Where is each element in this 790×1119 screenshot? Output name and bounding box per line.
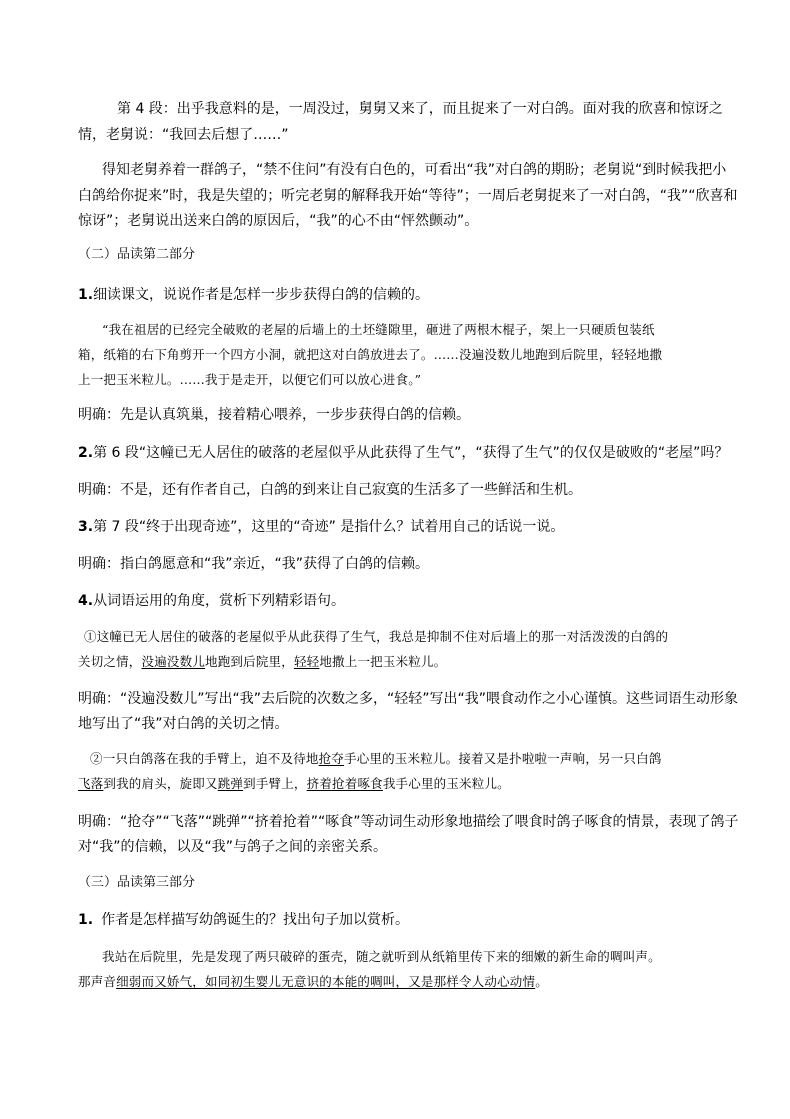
example-2-line-1: [90, 750, 662, 768]
question-number: 1.: [78, 912, 94, 928]
question-text: 第 7 段“终于出现奇迹”，这里的“奇迹” 是指什么？试着用自己的话说一说。: [93, 519, 565, 535]
example-text: 我手心里的玉米粒儿。: [382, 776, 510, 791]
answer-3: 明确：指白鸽愿意和“我”亲近，“我”获得了白鸽的信赖。: [78, 556, 430, 572]
quote-text: 。: [535, 974, 548, 989]
answer-2: 明确：不是，还有作者自己，白鸽的到来让自己寂寞的生活多了一些鲜活和生机。: [78, 482, 582, 498]
question-number: 3.: [78, 519, 94, 535]
example-text: 到我的肩头，旋即又: [103, 776, 218, 791]
section3-heading: （三）品读第三部分: [78, 875, 196, 890]
question-1: [78, 285, 429, 305]
question-text: 作者是怎样描写幼鸽诞生的？找出句子加以赏析。: [101, 912, 410, 928]
section3-quote-line-2: [78, 973, 548, 991]
question-text: 从词语运用的角度，赏析下列精彩语句。: [93, 593, 346, 609]
question-2: [78, 443, 728, 463]
underlined-phrase: 没遍没数儿: [141, 654, 206, 669]
question-number: 1.: [78, 287, 94, 303]
question-number: 2.: [78, 445, 94, 461]
example-2-line-2: [78, 775, 510, 793]
answer-1: 明确：先是认真筑巢，接着精心喂养，一步步获得白鸽的信赖。: [78, 407, 470, 423]
question-text: 细读课文，说说作者是怎样一步步获得白鸽的信赖的。: [93, 287, 430, 303]
example-text: 地撒上一把玉米粒儿。: [319, 654, 447, 669]
question-3: [78, 517, 564, 537]
question-text: 第 6 段“这幢已无人居住的破落的老屋似乎从此获得了生气”，“获得了生气”的仅仅是破败的“老屋”吗？: [93, 445, 729, 461]
example-1-line-1: ①这幢已无人居住的破落的老屋似乎从此获得了生气，我总是抑制不住对后墙上的那一对活泼泼的白鸽的: [84, 629, 669, 644]
underlined-phrase: 抢夺: [318, 751, 345, 766]
example-text: 关切之情，: [78, 654, 142, 669]
answer-4a-line-2: 地写出了“我”对白鸽的关切之情。: [78, 716, 289, 732]
underlined-phrase: 跳弹: [217, 776, 244, 791]
section3-question-1: [78, 910, 409, 930]
quote-1-line-2: 箱，纸箱的右下角剪开一个四方小洞，就把这对白鸽放进去了。……没遍没数儿地跑到后院里，轻轻地撒: [78, 347, 663, 362]
para4-line-1: 第 4 段：出乎我意料的是，一周没过，舅舅又来了，而且捉来了一对白鸽。面对我的欣喜和惊讶之: [117, 101, 723, 117]
example-text: ②一只白鸽落在我的手臂上，迫不及待地: [90, 751, 319, 766]
para4-line-2: 情，老舅说：“我回去后想了……”: [78, 127, 289, 143]
example-text: 手心里的玉米粒儿。接着又是扑啦啦一声响，另一只白鸽: [344, 751, 662, 766]
example-1-line-2: [78, 653, 446, 671]
analysis-line-3: 惊讶”；老舅说出送来白鸽的原因后，“我”的心不由“怦然颤动”。: [78, 213, 479, 229]
underlined-phrase: 细弱而又娇气，如同初生婴儿无意识的本能的啁叫，又是那样令人动心动情: [116, 974, 536, 989]
question-4: [78, 591, 345, 611]
example-text: 地跑到后院里，: [205, 654, 294, 669]
quote-1-line-1: “我在祖居的已经完全破败的老屋的后墙上的土坯缝隙里，砸进了两根木棍子，架上一只硬质包装纸: [102, 322, 655, 337]
quote-1-line-3: 上一把玉米粒儿。……我于是走开，以便它们可以放心进食。”: [78, 372, 422, 387]
analysis-line-1: 得知老舅养着一群鸽子，“禁不住问”有没有白色的，可看出“我”对白鸽的期盼；老舅说“到时候我把小: [102, 162, 727, 178]
answer-4a-line-1: 明确：“没遍没数儿”写出“我”去后院的次数之多，“轻轻”写出“我”喂食动作之小心谨慎。这些词语生动形象: [78, 691, 739, 707]
underlined-phrase: 飞落: [78, 776, 104, 791]
section3-quote-line-1: 我站在后院里，先是发现了两只破碎的蛋壳，随之就听到从纸箱里传下来的细嫩的新生命的啁叫声。: [102, 949, 661, 964]
analysis-line-2: 白鸽给你捉来”时，我是失望的；听完老舅的解释我开始“等待”；一周后老舅捉来了一对白鸽，“我”“欣喜和: [78, 188, 738, 204]
quote-text: 那声音: [78, 974, 117, 989]
answer-4b-line-2: 对“我”的信赖，以及“我”与鸽子之间的亲密关系。: [78, 839, 388, 855]
underlined-phrase: 轻轻: [293, 654, 320, 669]
question-number: 4.: [78, 593, 94, 609]
underlined-phrase: 挤着抢着啄食: [306, 776, 383, 791]
example-text: 到手臂上，: [243, 776, 307, 791]
section2-heading: （二）品读第二部分: [78, 247, 196, 262]
answer-4b-line-1: 明确：“抢夺”“飞落”“跳弹”“挤着抢着”“啄食”等动词生动形象地描绘了喂食时鸽子啄食的情景，表现了鸽子: [78, 814, 739, 830]
